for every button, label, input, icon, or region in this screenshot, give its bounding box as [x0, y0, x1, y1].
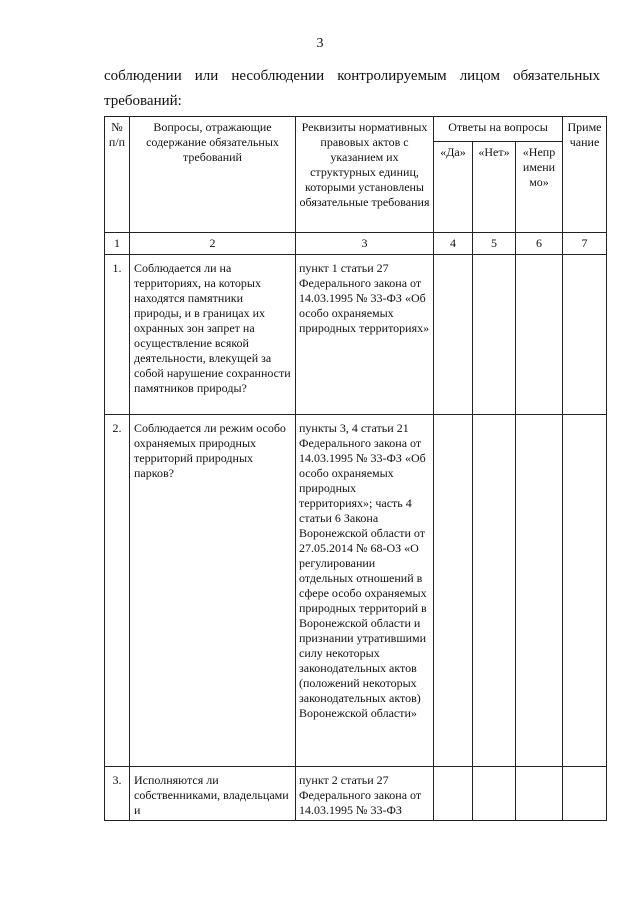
answer-no-cell[interactable] [473, 415, 516, 767]
header-answers: Ответы на вопросы [434, 117, 563, 142]
page-number: 3 [316, 36, 324, 51]
table-header-row [105, 117, 607, 142]
note-cell[interactable] [563, 255, 607, 415]
col-number: 2 [130, 233, 296, 255]
row-requisites: пункт 1 статьи 27 Федерального закона от 14.03.1995 № 33-ФЗ «Об особо охраняемых природных территориях» [296, 255, 434, 415]
table-row [105, 767, 607, 821]
row-question: Соблюдается ли режим особо охраняемых природных территорий природных парков? [130, 415, 296, 767]
answer-no-cell[interactable] [473, 255, 516, 415]
answer-na-cell[interactable] [516, 255, 563, 415]
answer-yes-cell[interactable] [434, 767, 473, 821]
col-number: 5 [473, 233, 516, 255]
intro-line-2: требований: [104, 93, 182, 109]
requirements-table [104, 116, 607, 821]
row-number: 1. [105, 255, 130, 415]
answer-yes-cell[interactable] [434, 415, 473, 767]
note-cell[interactable] [563, 415, 607, 767]
header-na: «Непр имени мо» [516, 142, 563, 233]
header-yes: «Да» [434, 142, 473, 233]
answer-yes-cell[interactable] [434, 255, 473, 415]
header-requisites: Реквизиты нормативных правовых актов с указанием их структурных единиц, которыми установлены обязательные требования [296, 117, 434, 233]
table-row [105, 415, 607, 767]
answer-na-cell[interactable] [516, 415, 563, 767]
row-question: Исполняются ли собственниками, владельцами и [130, 767, 296, 821]
header-questions: Вопросы, отражающие содержание обязательных требований [130, 117, 296, 233]
header-num: № п/п [105, 117, 130, 233]
row-requisites: пункт 2 статьи 27 Федерального закона от 14.03.1995 № 33-ФЗ [296, 767, 434, 821]
answer-na-cell[interactable] [516, 767, 563, 821]
col-number: 4 [434, 233, 473, 255]
intro-line-1: соблюдении или несоблюдении контролируемым лицом обязательных [104, 68, 600, 84]
row-requisites: пункты 3, 4 статьи 21 Федерального закона от 14.03.1995 № 33-ФЗ «Об особо охраняемых природных территориях»; часть 4 статьи 6 Закона Воронежской области от 27.05.2014 № 68-ОЗ «О регулировании отдельных отношений в сфере особо охраняемых природных территорий в Воронежской области и признании утратившими силу некоторых законодательных актов (положений некоторых законодательных актов) Воронежской области» [296, 415, 434, 767]
header-no: «Нет» [473, 142, 516, 233]
table-row [105, 255, 607, 415]
row-question: Соблюдается ли на территориях, на которых находятся памятники природы, и в границах их охранных зон запрет на осуществление всякой деятельности, влекущей за собой нарушение сохранности памятников природы? [130, 255, 296, 415]
col-number: 1 [105, 233, 130, 255]
column-number-row [105, 233, 607, 255]
col-number: 7 [563, 233, 607, 255]
row-number: 3. [105, 767, 130, 821]
col-number: 6 [516, 233, 563, 255]
col-number: 3 [296, 233, 434, 255]
answer-no-cell[interactable] [473, 767, 516, 821]
note-cell[interactable] [563, 767, 607, 821]
row-number: 2. [105, 415, 130, 767]
header-note: Приме чание [563, 117, 607, 233]
